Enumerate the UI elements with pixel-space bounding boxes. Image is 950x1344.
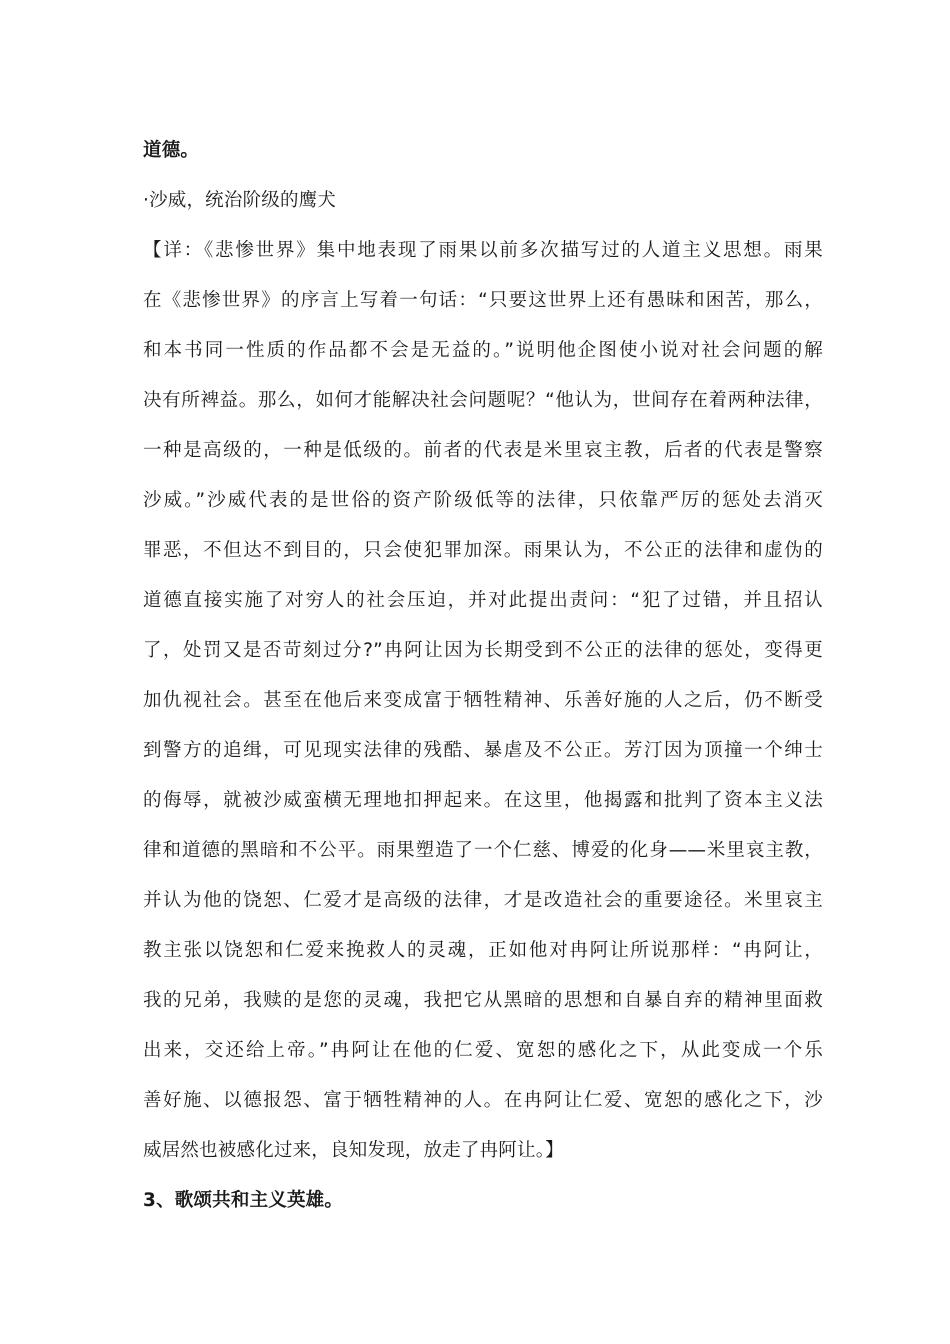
paragraph-line: 在《悲惨世界》的序言上写着一句话：“只要这世界上还有愚昧和困苦，那么， (143, 290, 823, 311)
paragraph-line: 决有所裨益。那么，如何才能解决社会问题呢？“他认为，世间存在着两种法律， (143, 390, 823, 411)
paragraph-line: 教主张以饶恕和仁爱来挽救人的灵魂，正如他对冉阿让所说那样：“冉阿让， (143, 940, 823, 961)
paragraph-line-last: 威居然也被感化过来，良知发现，放走了冉阿让。】 (143, 1140, 564, 1161)
paragraph-line: 加仇视社会。甚至在他后来变成富于牺牲精神、乐善好施的人之后，仍不断受 (143, 690, 823, 711)
paragraph-line: 道德直接实施了对穷人的社会压迫，并对此提出责问：“犯了过错，并且招认 (143, 590, 823, 611)
paragraph-line: 了，处罚又是否苛刻过分?”冉阿让因为长期受到不公正的法律的惩处，变得更 (143, 640, 823, 661)
paragraph-line: 一种是高级的，一种是低级的。前者的代表是米里哀主教，后者的代表是警察 (143, 440, 823, 461)
paragraph-line: 律和道德的黑暗和不公平。雨果塑造了一个仁慈、博爱的化身——米里哀主教， (143, 840, 823, 861)
paragraph-line: 和本书同一性质的作品都不会是无益的。”说明他企图使小说对社会问题的解 (143, 340, 823, 361)
paragraph-line: 到警方的追缉，可见现实法律的残酷、暴虐及不公正。芳汀因为顶撞一个绅士 (143, 740, 823, 761)
paragraph-line: 善好施、以德报怨、富于牺牲精神的人。在冉阿让仁爱、宽恕的感化之下，沙 (143, 1090, 823, 1111)
section-heading-top: 道德。 (143, 140, 200, 161)
paragraph-line: 我的兄弟，我赎的是您的灵魂，我把它从黑暗的思想和自暴自弃的精神里面救 (143, 990, 823, 1011)
paragraph-line: 的侮辱，就被沙威蛮横无理地扣押起来。在这里，他揭露和批判了资本主义法 (143, 790, 823, 811)
paragraph-line: 出来，交还给上帝。”冉阿让在他的仁爱、宽恕的感化之下，从此变成一个乐 (143, 1040, 823, 1061)
paragraph-line: 沙威。”沙威代表的是世俗的资产阶级低等的法律，只依靠严厉的惩处去消灭 (143, 490, 823, 511)
paragraph-line: 【详：《悲惨世界》集中地表现了雨果以前多次描写过的人道主义思想。雨果 (143, 240, 823, 261)
paragraph-line: 罪恶，不但达不到目的，只会使犯罪加深。雨果认为，不公正的法律和虚伪的 (143, 540, 823, 561)
paragraph-line: 并认为他的饶恕、仁爱才是高级的法律，才是改造社会的重要途径。米里哀主 (143, 890, 823, 911)
section-heading-bottom: 3、歌颂共和主义英雄。 (143, 1190, 344, 1211)
bullet-item: ·沙威，统治阶级的鹰犬 (143, 190, 337, 211)
